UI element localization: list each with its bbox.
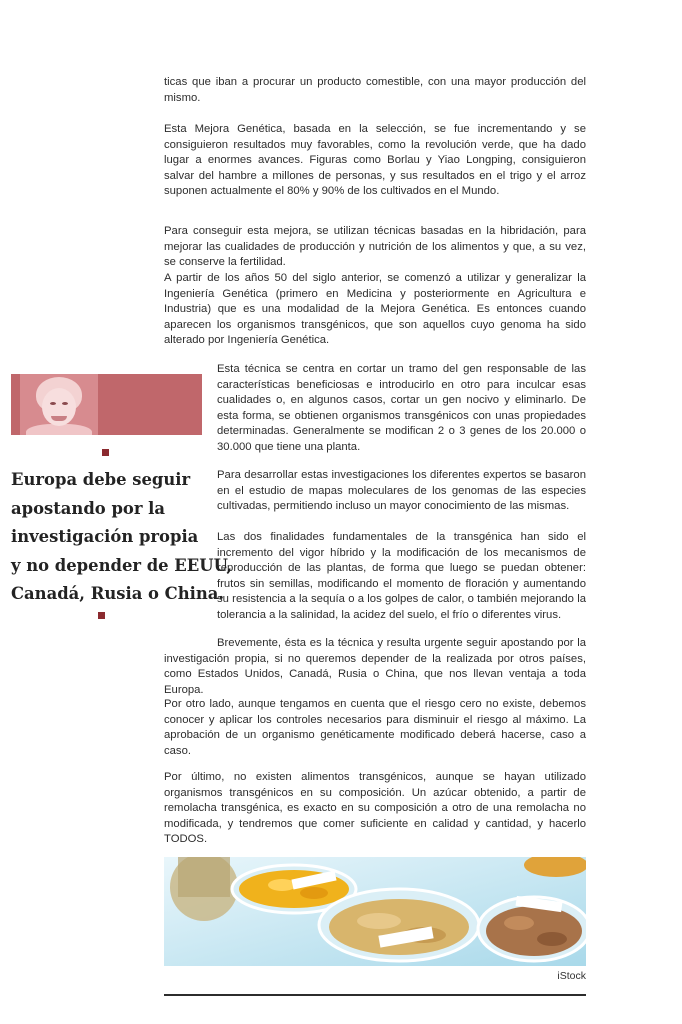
paragraph-mejora-genetica: Esta Mejora Genética, basada en la selección, se fue incrementando y se consiguieron resultados muy favorables, como la revolución verde, que ha dado lugar a enormes avances. Figuras como Borlau y Yiao Longping, consiguieron salvar del hambre a millones de personas, y sus resultados en el trigo y el arroz suponen actualmente el 80% y 90% de los cultivados en el Mundo. xyxy=(164,123,586,197)
pull-quote-line: apostando por la xyxy=(11,498,166,518)
pull-quote-line: Europa debe seguir xyxy=(11,470,191,489)
pull-quote-line: y no depender de EEUU, xyxy=(11,555,233,575)
seeds-photo xyxy=(164,857,586,966)
quote-marker-bottom xyxy=(98,612,105,619)
paragraph-finalidades: Las dos finalidades fundamentales de la transgénica han sido el incremento del vigor híbrido y la modificación de los mecanismos de reproducción de las plantas, de forma que luego se puedan obtener: frutos sin semillas, modificando el momento de floración y aumentando su resistencia a la sequía o a los golpes de calor, o también mejorando la tolerancia a la salinidad, la acidez del suelo, el frío o diferentes virus. xyxy=(217,531,586,621)
bottom-rule xyxy=(164,994,586,996)
photo-credit: iStock xyxy=(557,970,586,982)
paragraph-riesgo: Por otro lado, aunque tengamos en cuenta que el riesgo cero no existe, debemos conocer y aplicar los controles necesarios para disminuir el riesgo al máximo. La aprobación de un organismo genéticamente modificado deberá hacerse, caso a caso. xyxy=(164,698,586,757)
paragraph-brevemente: Brevemente, ésta es la técnica y resulta urgente seguir apostando por la investigación propia, si no queremos depender de la realizada por otros países, como Estados Unidos, Canadá, Rusia o China, que nos llevan ventaja a toda Europa. xyxy=(164,637,586,696)
quote-marker-top xyxy=(102,449,109,456)
paragraph-conclusion: Por último, no existen alimentos transgénicos, aunque se hayan utilizado organismos transgénicos en su composición. Un azúcar obtenido, a partir de remolacha transgénica, es exacto en su composición a otro de una remolacha no modificada, y tendremos que comer suficiente en calidad y cantidad, y hacerlo TODOS. xyxy=(164,771,586,845)
paragraph-intro-continued: ticas que iban a procurar un producto comestible, con una mayor producción del mismo. xyxy=(164,76,586,104)
paragraph-hibridacion: Para conseguir esta mejora, se utilizan técnicas basadas en la hibridación, para mejorar las cualidades de producción y nutrición de los alimentos y que, a su vez, se conserve la fertilidad. xyxy=(164,225,586,268)
paragraph-ingenieria-genetica: A partir de los años 50 del siglo anterior, se comenzó a utilizar y generalizar la Ingeniería Genética (primero en Medicina y posteriormente en Agricultura e Industria) que es una modalidad de la Mejora Genética. Es entonces cuando aparecen los organismos transgénicos, que son aquellos cuyo genoma ha sido alterado por Ingeniería Genética. xyxy=(164,272,586,346)
pull-quote xyxy=(11,466,233,609)
pull-quote-line: investigación propia xyxy=(11,527,199,546)
author-portrait xyxy=(20,374,98,435)
seeds-illustration xyxy=(164,857,586,966)
pull-quote-line: Canadá, Rusia o China. xyxy=(11,584,225,603)
author-photo-band xyxy=(11,374,202,435)
paragraph-tecnica: Esta técnica se centra en cortar un tramo del gen responsable de las características beneficiosas e introducirlo en otro para inculcar esas cualidades o, en algunos casos, cortar un gen nocivo y eliminarlo. De esta forma, se obtienen organismos transgénicos con unas propiedades determinadas. Generalmente se modifican 2 o 3 genes de los 20.000 o 30.000 que tiene una planta. xyxy=(217,363,586,453)
paragraph-investigaciones: Para desarrollar estas investigaciones los diferentes expertos se basaron en el estudio de mapas moleculares de los genomas de las especies cultivadas, permitiendo incluso un mayor conocimiento de las mismas. xyxy=(217,469,586,512)
